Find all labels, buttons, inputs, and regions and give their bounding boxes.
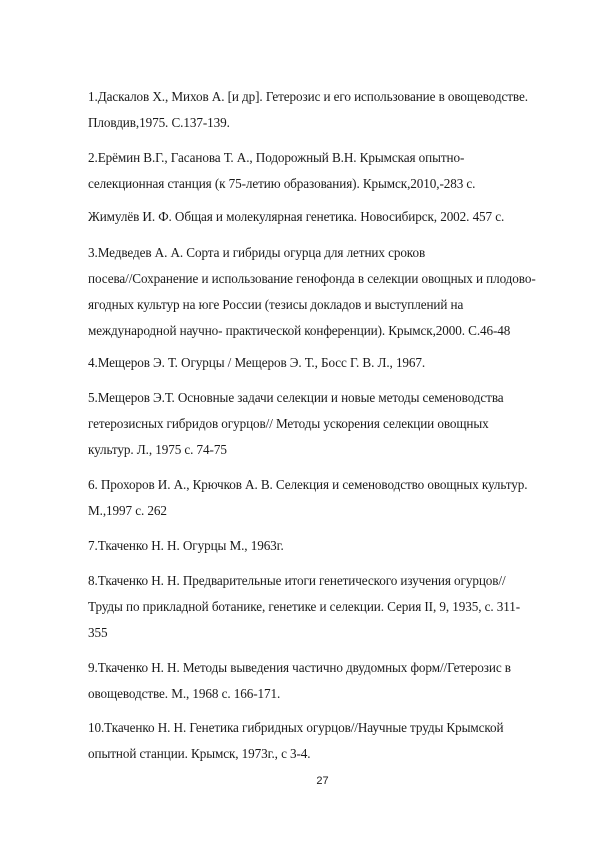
reference-line: овощеводстве. М., 1968 с. 166-171. (88, 686, 281, 701)
reference-line: селекционная станция (к 75-летию образования). Крымск,2010,-283 с. (88, 176, 476, 191)
reference-5 (88, 385, 568, 463)
reference-8 (88, 568, 568, 646)
reference-3 (88, 240, 568, 344)
reference-line: международной научно- практической конференции). Крымск,2000. С.46-48 (88, 323, 511, 338)
reference-line: 4.Мещеров Э. Т. Огурцы / Мещеров Э. Т., Босс Г. В. Л., 1967. (88, 355, 426, 370)
reference-6 (88, 472, 568, 524)
reference-2 (88, 145, 568, 197)
reference-line: М.,1997 с. 262 (88, 503, 167, 518)
reference-line: 3.Медведев А. А. Сорта и гибриды огурца для летних сроков (88, 245, 426, 260)
reference-line: 7.Ткаченко Н. Н. Огурцы М., 1963г. (88, 538, 284, 553)
reference-line: 2.Ерёмин В.Г., Гасанова Т. А., Подорожный В.Н. Крымская опытно- (88, 150, 465, 165)
reference-line: Жимулёв И. Ф. Общая и молекулярная генетика. Новосибирск, 2002. 457 с. (88, 209, 505, 224)
reference-1 (88, 84, 568, 136)
reference-line: гетерозисных гибридов огурцов// Методы ускорения селекции овощных (88, 416, 489, 431)
reference-line: 6. Прохоров И. А., Крючков А. В. Селекция и семеноводство овощных культур. (88, 477, 528, 492)
reference-line: опытной станции. Крымск, 1973г., с 3-4. (88, 746, 311, 761)
reference-line: 355 (88, 625, 108, 640)
reference-line: посева//Сохранение и использование генофонда в селекции овощных и плодово- (88, 271, 536, 286)
reference-line: Труды по прикладной ботанике, генетике и селекции. Серия II, 9, 1935, с. 311- (88, 599, 521, 614)
reference-line: 1.Даскалов Х., Михов А. [и др]. Гетерозис и его использование в овощеводстве. (88, 89, 528, 104)
reference-7 (88, 533, 568, 559)
reference-line: 5.Мещеров Э.Т. Основные задачи селекции и новые методы семеноводства (88, 390, 504, 405)
reference-10 (88, 715, 568, 767)
reference-line: ягодных культур на юге России (тезисы докладов и выступлений на (88, 297, 464, 312)
reference-line: культур. Л., 1975 с. 74-75 (88, 442, 227, 457)
reference-9 (88, 655, 568, 707)
reference-line: Пловдив,1975. С.137-139. (88, 115, 230, 130)
reference-line: 9.Ткаченко Н. Н. Методы выведения частично двудомных форм//Гетерозис в (88, 660, 511, 675)
page-number: 27 (316, 775, 329, 787)
reference-line: 8.Ткаченко Н. Н. Предварительные итоги генетического изучения огурцов// (88, 573, 506, 588)
reference-zhimulev (88, 204, 568, 230)
reference-4 (88, 350, 568, 376)
reference-line: 10.Ткаченко Н. Н. Генетика гибридных огурцов//Научные труды Крымской (88, 720, 504, 735)
